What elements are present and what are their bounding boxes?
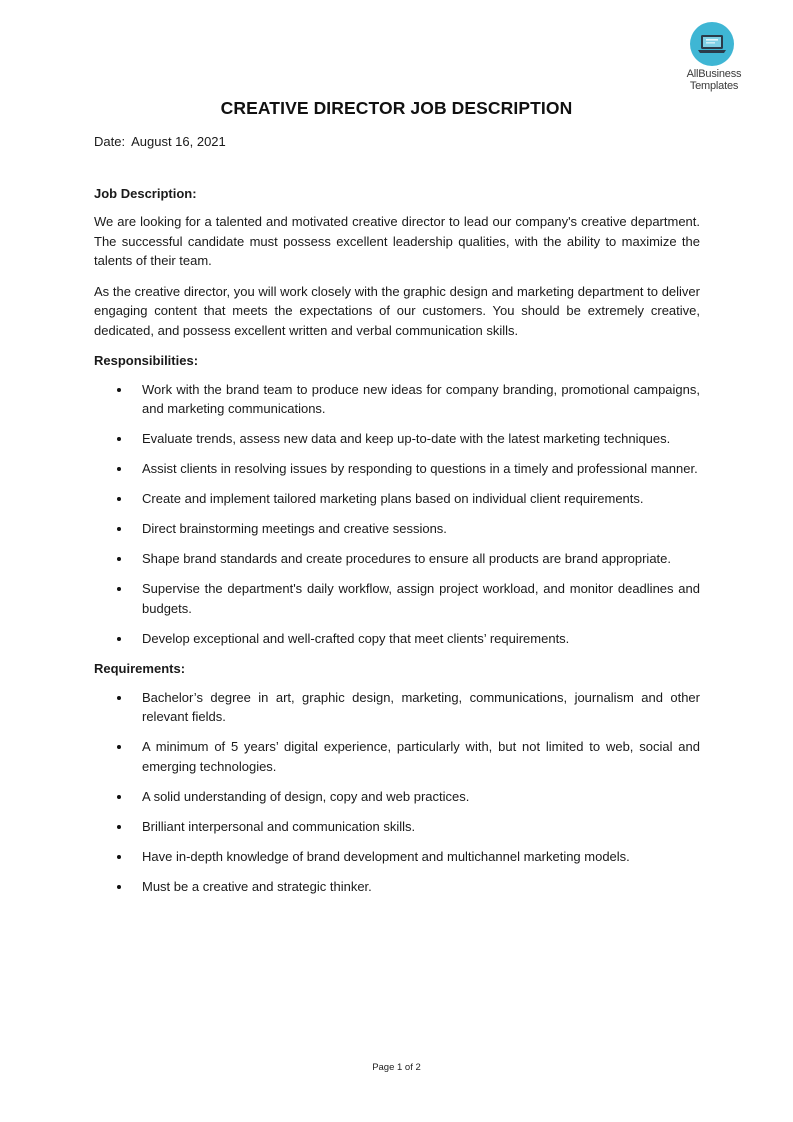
responsibility-item: Shape brand standards and create procedures to ensure all products are brand appropriate. (94, 549, 700, 569)
date-line (94, 132, 700, 152)
document-title: CREATIVE DIRECTOR JOB DESCRIPTION (220, 98, 573, 118)
requirements-heading: Requirements: (94, 661, 186, 676)
responsibility-item: Develop exceptional and well-crafted copy that meet clients’ requirements. (94, 629, 700, 649)
requirement-item: Brilliant interpersonal and communication skills. (94, 817, 700, 837)
requirement-item: Must be a creative and strategic thinker. (94, 877, 700, 897)
requirement-item: Bachelor’s degree in art, graphic design, marketing, communications, journalism and other relevant fields. (94, 688, 700, 727)
responsibility-item: Create and implement tailored marketing plans based on individual client requirements. (94, 489, 700, 509)
requirements-list (94, 688, 700, 897)
logo-text-line2: Templates (689, 80, 739, 92)
job-description-heading: Job Description: (94, 185, 197, 201)
responsibility-item: Work with the brand team to produce new ideas for company branding, promotional campaigns, and marketing communications. (94, 380, 700, 419)
allbusiness-templates-logo (676, 22, 752, 94)
logo-text-line1: AllBusiness (686, 68, 742, 80)
requirement-item: A solid understanding of design, copy and web practices. (94, 787, 700, 807)
page-number-footer: Page 1 of 2 (372, 1062, 421, 1073)
job-description-paragraph: We are looking for a talented and motivated creative director to lead our company's creative department. The successful candidate must possess excellent leadership qualities, with the ability to maximize the talents of their team. (94, 214, 700, 268)
job-description-paragraph: As the creative director, you will work closely with the graphic design and marketing department to deliver engaging content that meets the expectations of our customers. You should be extremely creative, dedicated, and possess excellent written and verbal communication skills. (94, 283, 700, 338)
laptop-icon (697, 33, 727, 55)
requirement-item: A minimum of 5 years’ digital experience, particularly with, but not limited to web, social and emerging technologies. (94, 737, 700, 776)
requirement-item: Have in-depth knowledge of brand development and multichannel marketing models. (94, 847, 700, 867)
date-label: Date: (94, 134, 126, 149)
responsibilities-list (94, 380, 700, 649)
responsibilities-heading: Responsibilities: (94, 353, 199, 368)
responsibility-item: Assist clients in resolving issues by responding to questions in a timely and professional manner. (94, 459, 700, 479)
date-value: August 16, 2021 (131, 134, 226, 149)
responsibility-item: Direct brainstorming meetings and creative sessions. (94, 519, 700, 539)
document-body (94, 132, 700, 907)
responsibility-item: Evaluate trends, assess new data and keep up-to-date with the latest marketing techniques. (94, 429, 700, 449)
responsibility-item: Supervise the department's daily workflow, assign project workload, and monitor deadlines and budgets. (94, 579, 700, 618)
